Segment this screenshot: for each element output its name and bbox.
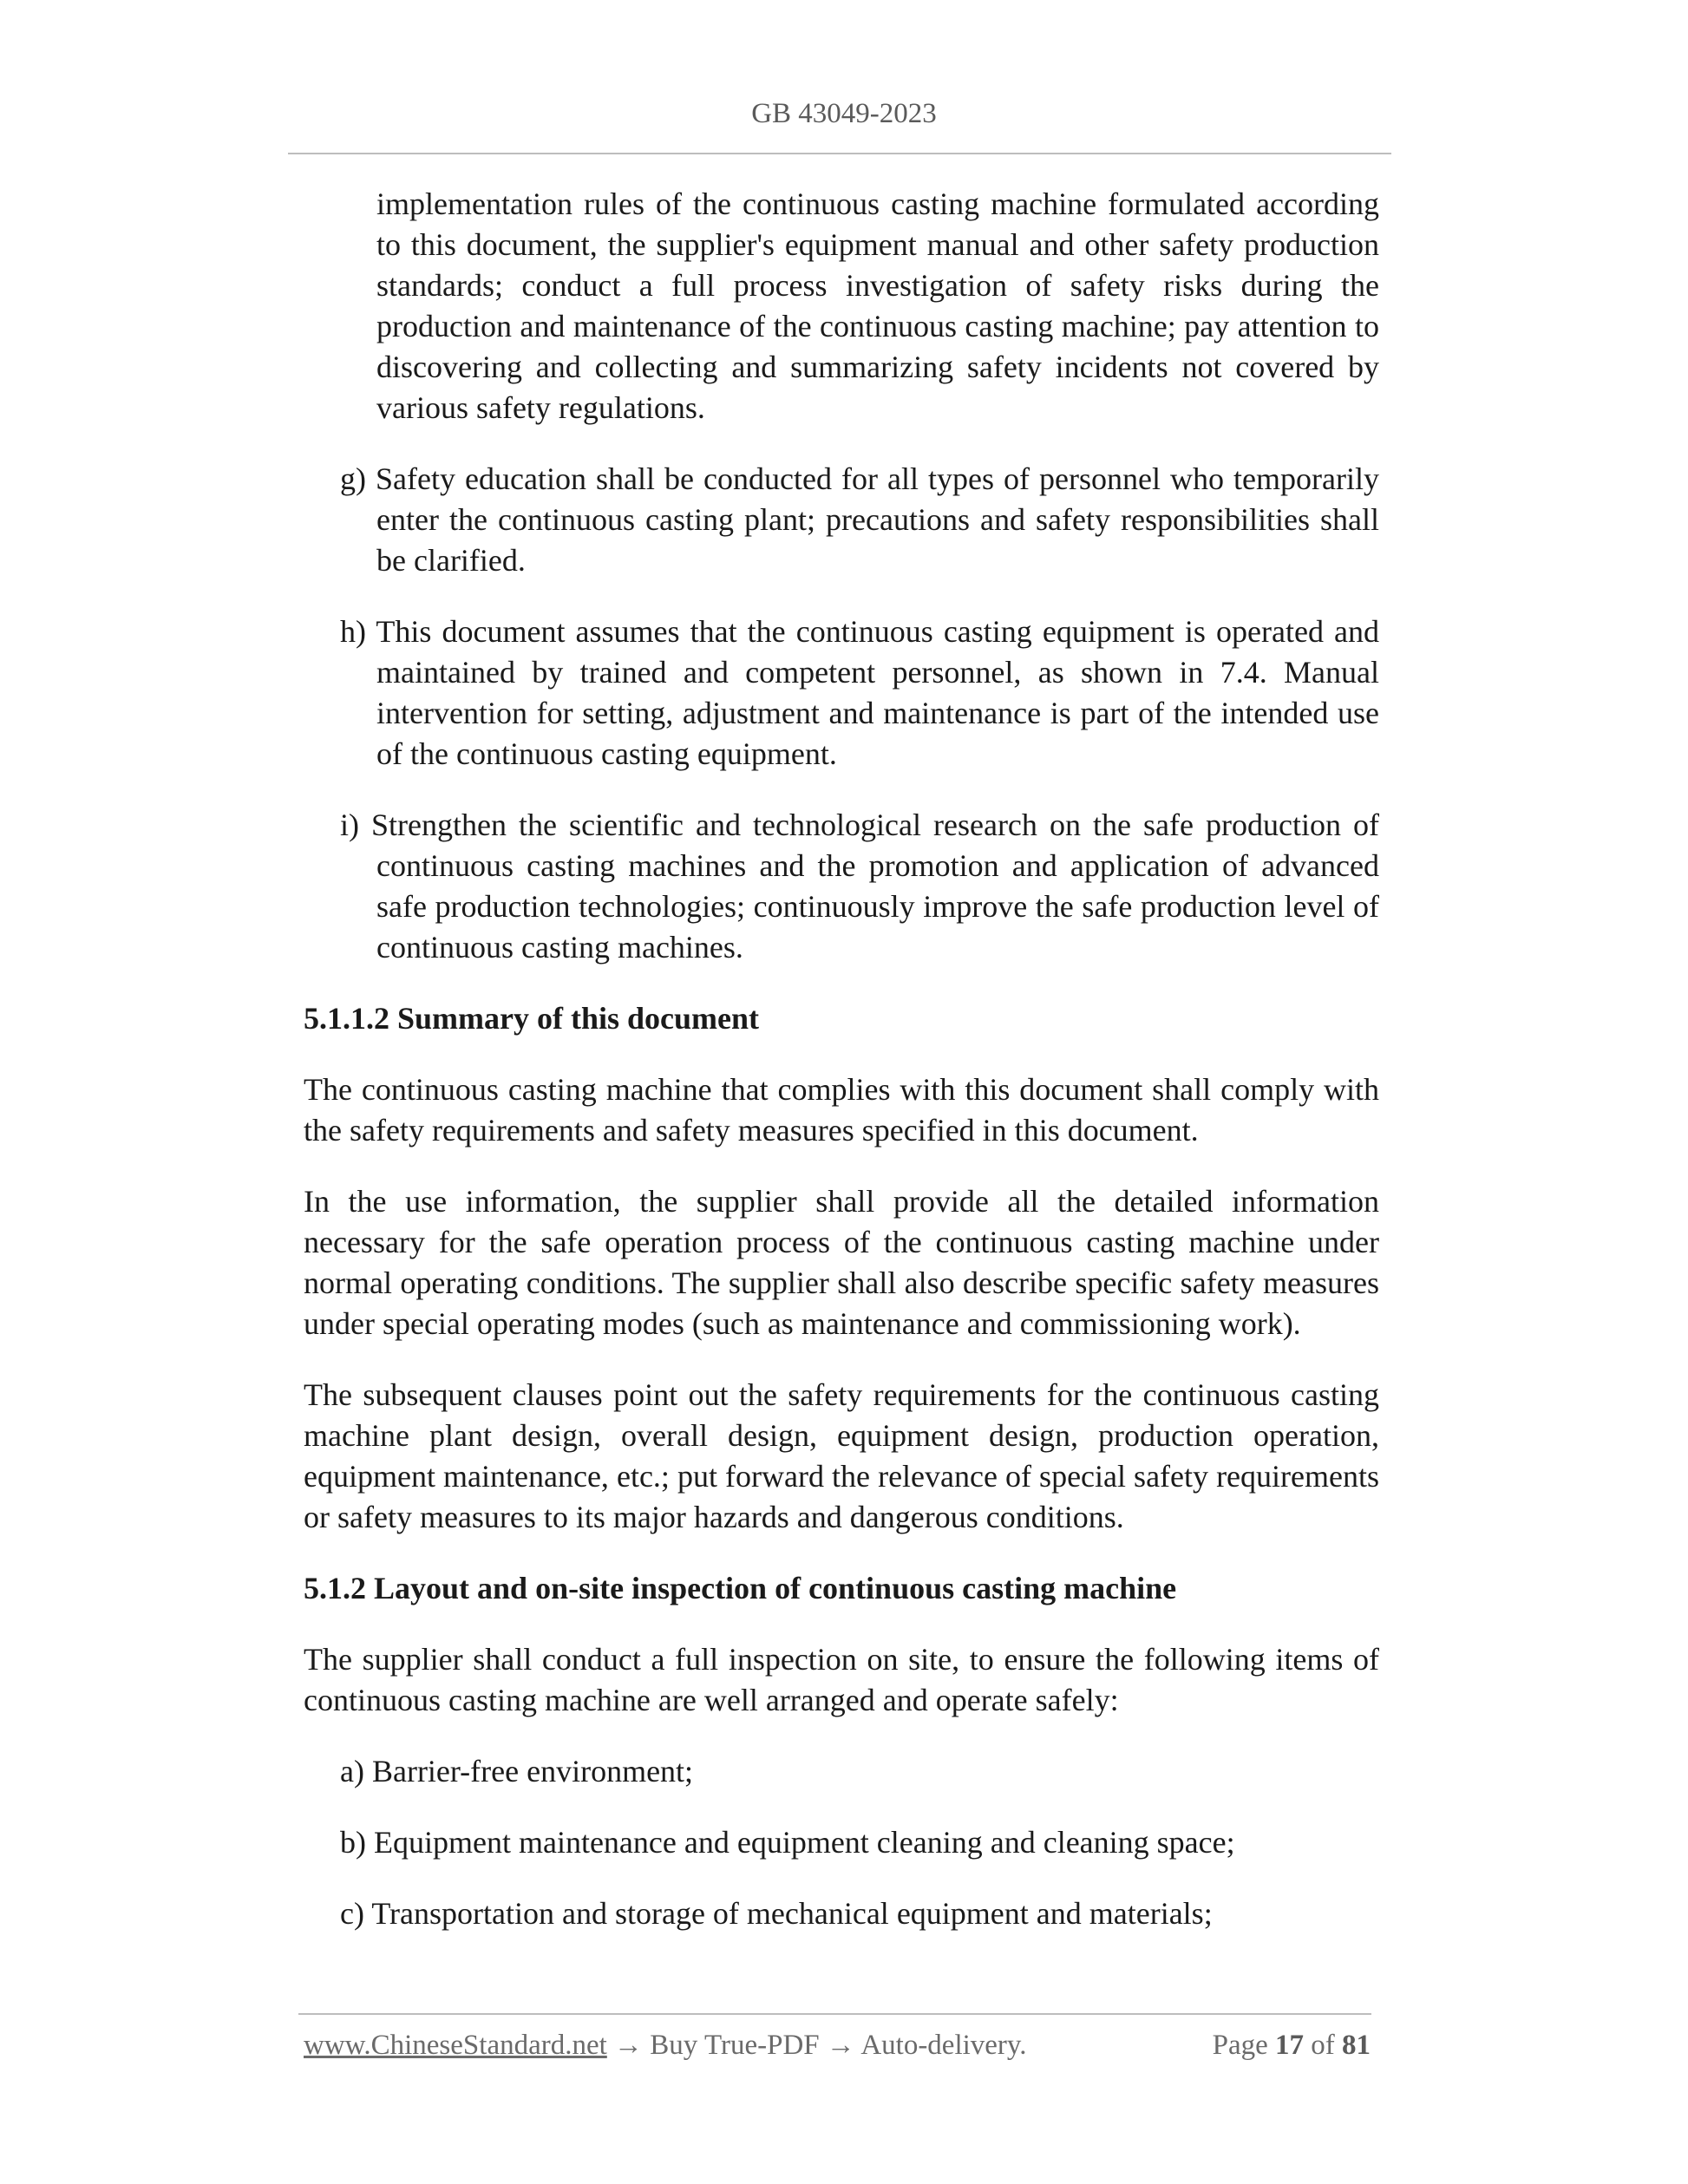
list-item-g: g) Safety education shall be conducted for all types of personnel who temporarily enter the continuous casting plant; precautions and safety responsibilities shall be clarified. <box>340 461 1379 578</box>
body-paragraph: The subsequent clauses point out the safety requirements for the continuous casting machine plant design, overall design, equipment design, production operation, equipment maintenance, etc.; put forward the relevance of special safety requirements or safety measures to its major hazards and dangerous conditions. <box>304 1377 1379 1534</box>
list-item-c: c) Transportation and storage of mechanical equipment and materials; <box>340 1896 1213 1931</box>
page-indicator <box>1213 2030 1371 2062</box>
arrow-right-icon: → <box>826 2030 855 2061</box>
footer-divider <box>298 2013 1371 2015</box>
list-item-h: h) This document assumes that the continuous casting equipment is operated and maintained by trained and competent personnel, as shown in 7.4. Manual intervention for setting, adjustment and maintenance is part of the intended use of the continuous casting equipment. <box>340 614 1379 771</box>
total-pages: 81 <box>1342 2030 1371 2061</box>
section-heading-5-1-1-2: 5.1.1.2 Summary of this document <box>304 1001 760 1036</box>
document-code-header: GB 43049-2023 <box>751 98 937 129</box>
arrow-right-icon: → <box>614 2030 644 2061</box>
website-link[interactable]: www.ChineseStandard.net <box>304 2030 607 2061</box>
body-paragraph: In the use information, the supplier shall provide all the detailed information necessary for the safe operation process of the continuous casting machine under normal operating conditions. The supplier shall also describe specific safety measures under special operating modes (such as maintenance and commissioning work). <box>304 1184 1379 1341</box>
section-heading-5-1-2: 5.1.2 Layout and on-site inspection of continuous casting machine <box>304 1571 1177 1605</box>
body-paragraph: The continuous casting machine that complies with this document shall comply with the safety requirements and safety measures specified in this document. <box>304 1072 1379 1148</box>
list-item-i: i) Strengthen the scientific and technological research on the safe production of continuous casting machines and the promotion and application of advanced safe production technologies; continuously improve the safe production level of continuous casting machines. <box>340 808 1379 964</box>
footer-promo <box>304 2030 1027 2062</box>
of-label: of <box>1311 2030 1335 2061</box>
continued-paragraph: implementation rules of the continuous casting machine formulated according to this document, the supplier's equipment manual and other safety production standards; conduct a full process investigation of safety risks during the production and maintenance of the continuous casting machine; pay attention to discovering and collecting and summarizing safety incidents not covered by various safety regulations. <box>376 186 1379 425</box>
page-body <box>304 184 1379 1965</box>
list-item-a: a) Barrier-free environment; <box>340 1754 694 1788</box>
current-page-number: 17 <box>1275 2030 1304 2061</box>
auto-delivery-text: Auto-delivery. <box>860 2030 1027 2061</box>
header-divider <box>288 153 1391 154</box>
page-label: Page <box>1212 2030 1268 2061</box>
body-paragraph: The supplier shall conduct a full inspection on site, to ensure the following items of continuous casting machine are well arranged and operate safely: <box>304 1642 1379 1717</box>
buy-pdf-text: Buy True-PDF <box>650 2030 820 2061</box>
list-item-b: b) Equipment maintenance and equipment cleaning and cleaning space; <box>340 1825 1235 1860</box>
